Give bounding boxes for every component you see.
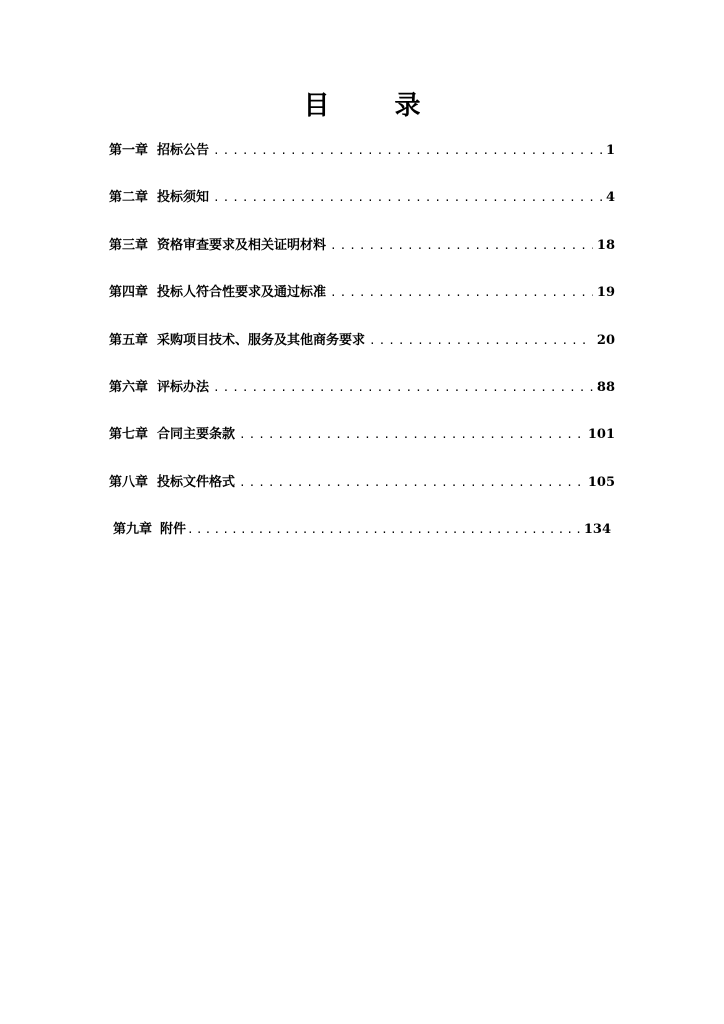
toc-page-number: 134 <box>583 522 611 538</box>
toc-chapter-title: 附件 <box>160 522 187 538</box>
toc-chapter-title: 评标办法 <box>157 379 210 395</box>
toc-dot-leader <box>239 471 584 495</box>
toc-entry[interactable] <box>109 139 615 186</box>
toc-entry[interactable] <box>109 518 615 565</box>
toc-dot-leader <box>330 281 593 305</box>
toc-entry[interactable] <box>109 186 615 233</box>
toc-chapter-title: 投标须知 <box>157 190 210 206</box>
toc-page-number: 20 <box>596 332 615 348</box>
toc-chapter-title: 合同主要条款 <box>157 427 236 443</box>
toc-page-number: 101 <box>587 427 615 443</box>
toc-chapter-number: 第三章 <box>109 237 149 253</box>
toc-dot-leader <box>213 139 602 163</box>
toc-entry[interactable] <box>109 423 615 470</box>
toc-chapter-title: 投标人符合性要求及通过标准 <box>157 285 327 301</box>
toc-page-number: 105 <box>587 474 615 490</box>
toc-chapter-number: 第四章 <box>109 285 149 301</box>
toc-entry[interactable] <box>109 234 615 281</box>
toc-chapter-number: 第七章 <box>109 427 149 443</box>
toc-entry[interactable] <box>109 471 615 518</box>
toc-dot-leader <box>330 234 593 258</box>
toc-chapter-title: 资格审查要求及相关证明材料 <box>157 237 327 253</box>
toc-page-number: 1 <box>605 143 615 158</box>
toc-chapter-title: 招标公告 <box>157 143 210 158</box>
toc-dot-leader <box>213 376 593 400</box>
toc-chapter-number: 第二章 <box>109 190 149 206</box>
toc-page-number: 4 <box>605 190 615 206</box>
toc-list <box>109 139 615 566</box>
toc-dot-leader <box>369 329 593 353</box>
toc-page-number: 88 <box>596 379 615 395</box>
toc-dot-leader <box>213 186 602 210</box>
toc-entry[interactable] <box>109 281 615 328</box>
toc-dot-leader <box>239 423 584 447</box>
toc-dot-leader <box>187 518 583 542</box>
toc-page-number: 18 <box>596 237 615 253</box>
toc-chapter-title: 投标文件格式 <box>157 474 236 490</box>
toc-page-number: 19 <box>596 285 615 301</box>
toc-entry[interactable] <box>109 329 615 376</box>
toc-title: 目 录 <box>303 91 449 121</box>
toc-chapter-number: 第一章 <box>109 143 149 158</box>
toc-chapter-number: 第六章 <box>109 379 149 395</box>
toc-chapter-number: 第八章 <box>109 474 149 490</box>
toc-chapter-number: 第五章 <box>109 332 149 348</box>
toc-entry[interactable] <box>109 376 615 423</box>
toc-chapter-title: 采购项目技术、服务及其他商务要求 <box>157 332 366 348</box>
toc-chapter-number: 第九章 <box>113 522 153 538</box>
